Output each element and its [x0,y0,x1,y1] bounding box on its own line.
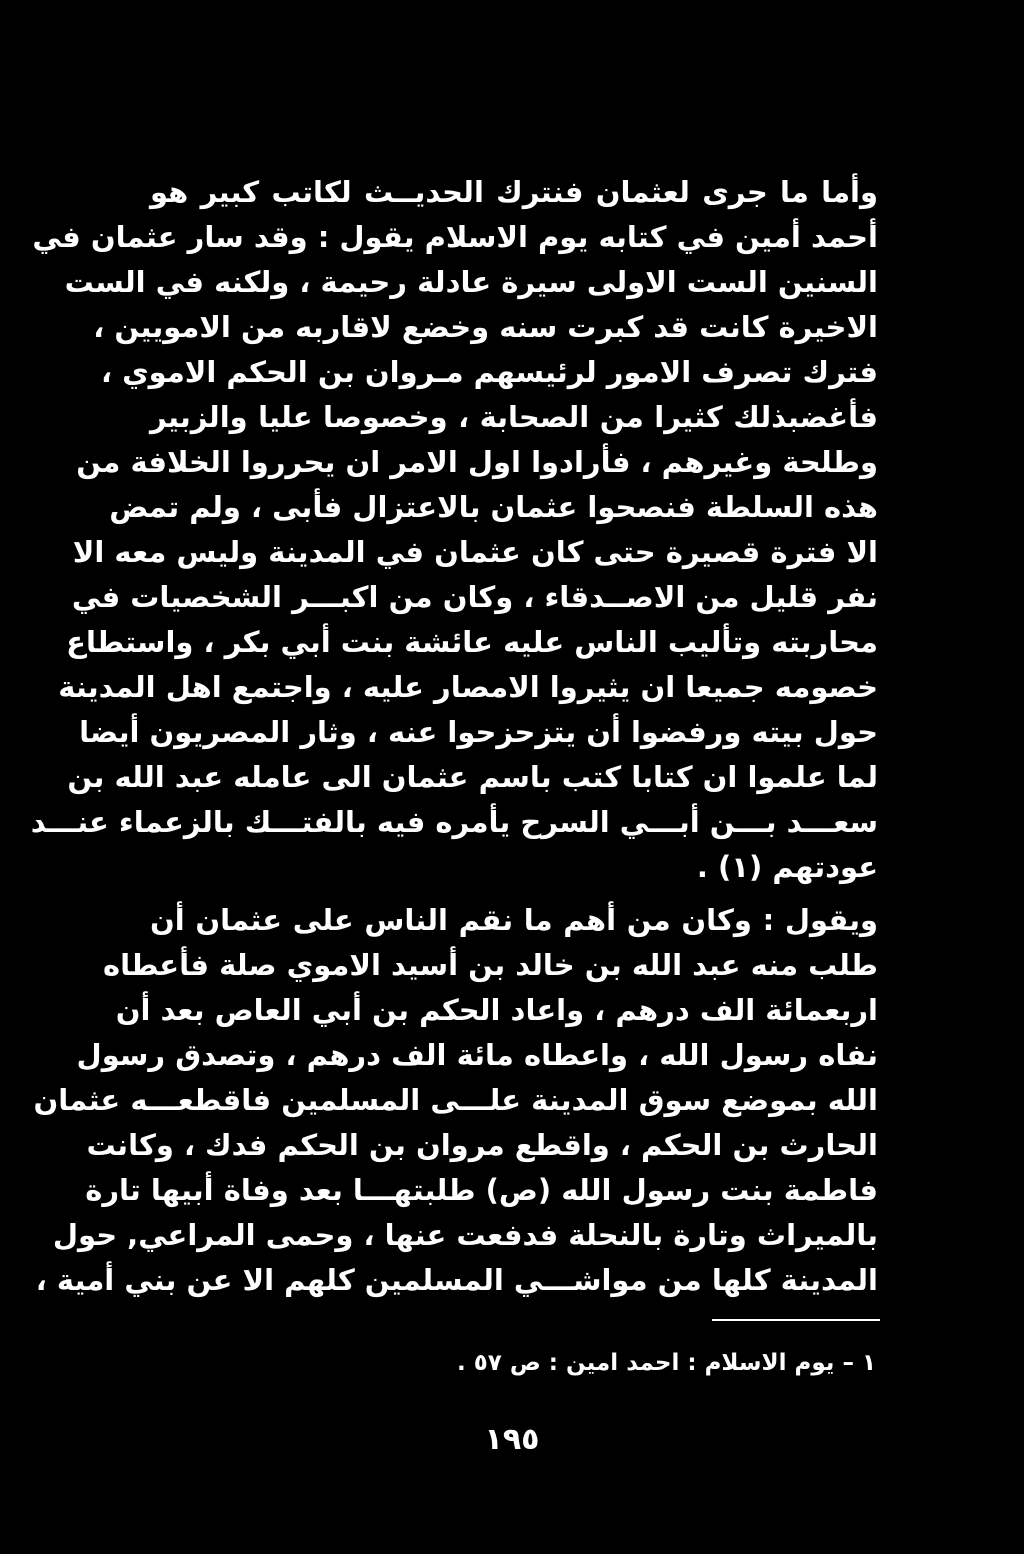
text-line: الحارث بن الحكم ، واقطع مروان بن الحكم فدك ، وكانت [86,1128,878,1162]
text-line: سعـــد بـــن أبـــي السرح يأمره فيه بالفتـــك بالزعماء عنـــد [30,805,878,839]
text-line: فأغضبذلك كثيرا من الصحابة ، وخصوصا عليا والزبير [150,400,878,434]
text-line: اربعمائة الف درهم ، واعاد الحكم بن أبي العاص بعد أن [115,993,878,1027]
text-line: وأما ما جرى لعثمان فنترك الحديــث لكاتب كبير هو [150,175,878,209]
text-line: الا فترة قصيرة حتى كان عثمان في المدينة وليس معه الا [72,535,878,569]
text-line: ويقول : وكان من أهم ما نقم الناس على عثمان أن [150,903,878,937]
text-line: المدينة كلها من مواشـــي المسلمين كلهم الا عن بني أمية ، [35,1263,878,1297]
text-line: فترك تصرف الامور لرئيسهم مـروان بن الحكم الاموي ، [100,355,878,389]
text-line: أحمد أمين في كتابه يوم الاسلام يقول : وقد سار عثمان في [32,220,878,254]
text-line: السنين الست الاولى سيرة عادلة رحيمة ، ولكنه في الست [64,265,878,299]
page-number: ١٩٥ [484,1422,540,1457]
text-line: نفاه رسول الله ، واعطاه مائة الف درهم ، وتصدق رسول [76,1038,878,1072]
text-line: بالميراث وتارة بالنحلة فدفعت عنها ، وحمى المراعي, حول [52,1218,878,1252]
footnote: ١ – يوم الاسلام : احمد امين : ص ٥٧ . [456,1350,876,1376]
text-line: لما علموا ان كتابا كتب باسم عثمان الى عامله عبد الله بن [67,760,878,794]
text-line: حول بيته ورفضوا أن يتزحزحوا عنه ، وثار المصريون أيضا [79,715,878,749]
paragraph-2 [33,898,878,1303]
text-line: طلب منه عبد الله بن خالد بن أسيد الاموي صلة فأعطاه [103,948,878,982]
text-line: محاربته وتأليب الناس عليه عائشة بنت أبي بكر ، واستطاع [66,625,878,659]
text-line: فاطمة بنت رسول الله (ص) طلبتهـــا بعد وفاة أبيها تارة [85,1173,878,1207]
text-line: خصومه جميعا ان يثيروا الامصار عليه ، واجتمع اهل المدينة [58,670,878,704]
text-line: هذه السلطة فنصحوا عثمان بالاعتزال فأبى ، ولم تمض [109,490,878,524]
text-line: نفر قليل من الاصــدقاء ، وكان من اكبـــر الشخصيات في [71,580,878,614]
paragraph-1 [30,170,878,890]
footnote-divider [712,1319,880,1321]
text-line: الاخيرة كانت قد كبرت سنه وخضع لاقاربه من الامويين ، [93,310,878,344]
text-line: عودتهم (١) . [696,850,878,884]
text-line: الله بموضع سوق المدينة علـــى المسلمين فاقطعـــه عثمان [33,1083,878,1117]
text-line: وطلحة وغيرهم ، فأرادوا اول الامر ان يحرروا الخلافة من [76,445,878,479]
